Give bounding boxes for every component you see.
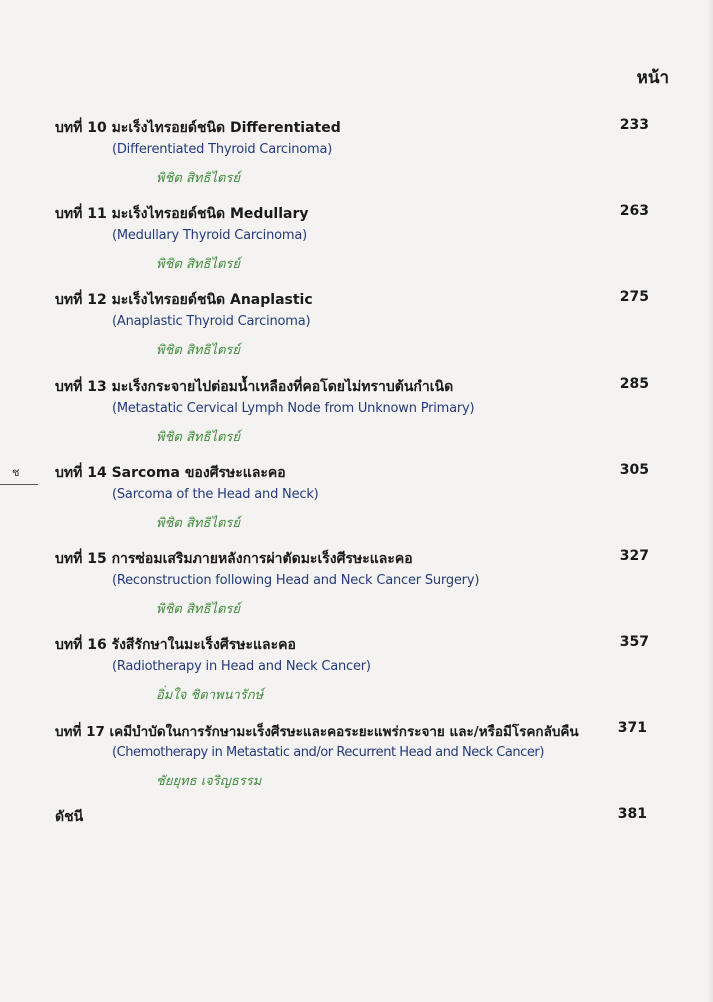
chapter-author: ชัยยุทธ เจริญธรรม [156, 774, 262, 789]
chapter-author: พิชิต สิทธิไตรย์ [156, 257, 240, 272]
chapter-page-number: 263 [619, 203, 649, 219]
chapter-author: พิชิต สิทธิไตรย์ [156, 343, 240, 358]
chapter-page-number: 327 [619, 548, 649, 564]
chapter-english-title: (Metastatic Cervical Lymph Node from Unknown Primary) [112, 401, 475, 416]
chapter-page-number: 275 [619, 289, 649, 305]
chapter-english-title: (Sarcoma of the Head and Neck) [112, 487, 319, 502]
chapter-title: บทที่ 11 มะเร็งไทรอยด์ชนิด Medullary [55, 206, 309, 222]
chapter-english-title: (Medullary Thyroid Carcinoma) [112, 228, 307, 243]
chapter-english-title: (Anaplastic Thyroid Carcinoma) [112, 314, 311, 329]
chapter-title: บทที่ 13 มะเร็งกระจายไปต่อมน้ำเหลืองที่คอโดยไม่ทราบต้นกำเนิด [55, 379, 454, 395]
chapter-title: บทที่ 14 Sarcoma ของศีรษะและคอ [55, 465, 286, 481]
chapter-english-title: (Reconstruction following Head and Neck Cancer Surgery) [112, 573, 480, 588]
chapter-english-title: (Differentiated Thyroid Carcinoma) [112, 142, 333, 157]
chapter-english-title: (Chemotherapy in Metastatic and/or Recurrent Head and Neck Cancer) [112, 745, 544, 760]
chapter-title: บทที่ 15 การซ่อมเสริมภายหลังการผ่าตัดมะเร็งศีรษะและคอ [55, 551, 413, 567]
chapter-title: บทที่ 16 รังสีรักษาในมะเร็งศีรษะและคอ [55, 637, 296, 653]
chapter-title: บทที่ 10 มะเร็งไทรอยด์ชนิด Differentiated [55, 120, 341, 136]
side-marker-rule [0, 484, 38, 485]
chapter-author: พิชิต สิทธิไตรย์ [156, 171, 240, 186]
chapter-page-number: 285 [619, 376, 649, 392]
chapter-page-number: 305 [619, 462, 649, 478]
chapter-author: อิ่มใจ ชิตาพนารักษ์ [156, 688, 264, 703]
chapter-page-number: 233 [619, 117, 649, 133]
page-column-header: หน้า [636, 68, 669, 88]
chapter-author: พิชิต สิทธิไตรย์ [156, 430, 240, 445]
chapter-title: บทที่ 17 เคมีบำบัดในการรักษามะเร็งศีรษะและคอระยะแพร่กระจาย และ/หรือมีโรคกลับคืน [55, 724, 579, 740]
chapter-title: บทที่ 12 มะเร็งไทรอยด์ชนิด Anaplastic [55, 292, 313, 308]
index-title: ดัชนี [55, 809, 84, 825]
index-page-number: 381 [617, 806, 647, 822]
chapter-page-number: 357 [619, 634, 649, 650]
side-page-marker: ช [12, 466, 20, 479]
chapter-page-number: 371 [617, 720, 647, 736]
chapter-english-title: (Radiotherapy in Head and Neck Cancer) [112, 659, 371, 674]
chapter-author: พิชิต สิทธิไตรย์ [156, 516, 240, 531]
page-edge-shadow [707, 0, 713, 1002]
chapter-author: พิชิต สิทธิไตรย์ [156, 602, 240, 617]
